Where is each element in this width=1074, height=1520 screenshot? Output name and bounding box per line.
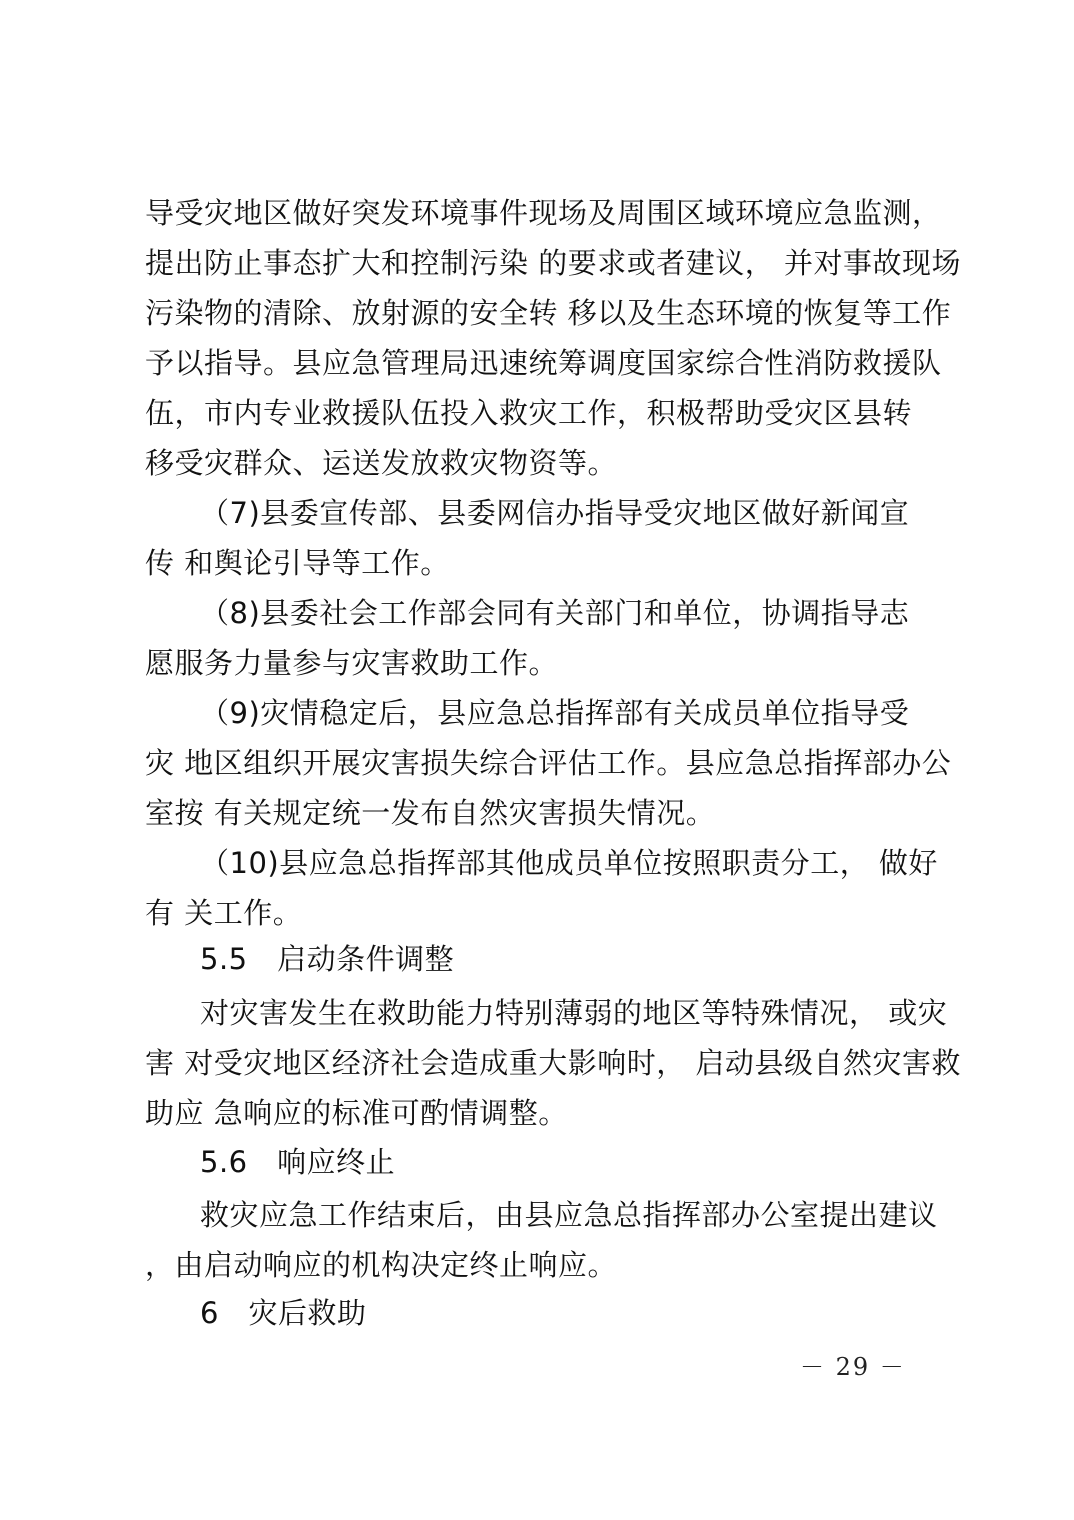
body-text-line: 移受灾群众、运送发放救灾物资等。	[145, 446, 618, 480]
body-text-line: 污染物的清除、放射源的安全转 移以及生态环境的恢复等工作	[145, 296, 952, 330]
body-text-line: 提出防止事态扩大和控制污染 的要求或者建议， 并对事故现场	[145, 246, 961, 280]
list-item-7-line: （7)县委宣传部、县委网信办指导受灾地区做好新闻宣	[200, 496, 910, 530]
section-heading-6: 6 灾后救助	[200, 1296, 367, 1330]
list-item-10-line: （10)县应急总指挥部其他成员单位按照职责分工， 做好	[200, 846, 938, 880]
page-number: － 29 －	[800, 1353, 906, 1381]
body-text-line: 对灾害发生在救助能力特别薄弱的地区等特殊情况， 或灾	[200, 996, 948, 1030]
body-text-line: 愿服务力量参与灾害救助工作。	[145, 646, 559, 680]
body-text-line: 伍，市内专业救援队伍投入救灾工作，积极帮助受灾区县转	[145, 396, 913, 430]
body-text-line: 导受灾地区做好突发环境事件现场及周围区域环境应急监测，	[145, 196, 942, 230]
body-text-line: 传 和舆论引导等工作。	[145, 546, 450, 580]
body-text-line: 害 对受灾地区经济社会造成重大影响时， 启动县级自然灾害救	[145, 1046, 961, 1080]
body-text-line: 有 关工作。	[145, 896, 303, 930]
section-heading-5-6: 5.6 响应终止	[200, 1145, 396, 1179]
body-text-line: 救灾应急工作结束后，由县应急总指挥部办公室提出建议	[200, 1198, 938, 1232]
body-text-line: 室按 有关规定统一发布自然灾害损失情况。	[145, 796, 716, 830]
body-text-line: 予以指导。县应急管理局迅速统筹调度国家综合性消防救援队	[145, 346, 942, 380]
section-heading-5-5: 5.5 启动条件调整	[200, 942, 455, 976]
body-text-line: 助应 急响应的标准可酌情调整。	[145, 1096, 568, 1130]
list-item-8-line: （8)县委社会工作部会同有关部门和单位，协调指导志	[200, 596, 910, 630]
body-text-line: ，由启动响应的机构决定终止响应。	[145, 1248, 618, 1282]
body-text-line: 灾 地区组织开展灾害损失综合评估工作。县应急总指挥部办公	[145, 746, 952, 780]
list-item-9-line: （9)灾情稳定后，县应急总指挥部有关成员单位指导受	[200, 696, 910, 730]
